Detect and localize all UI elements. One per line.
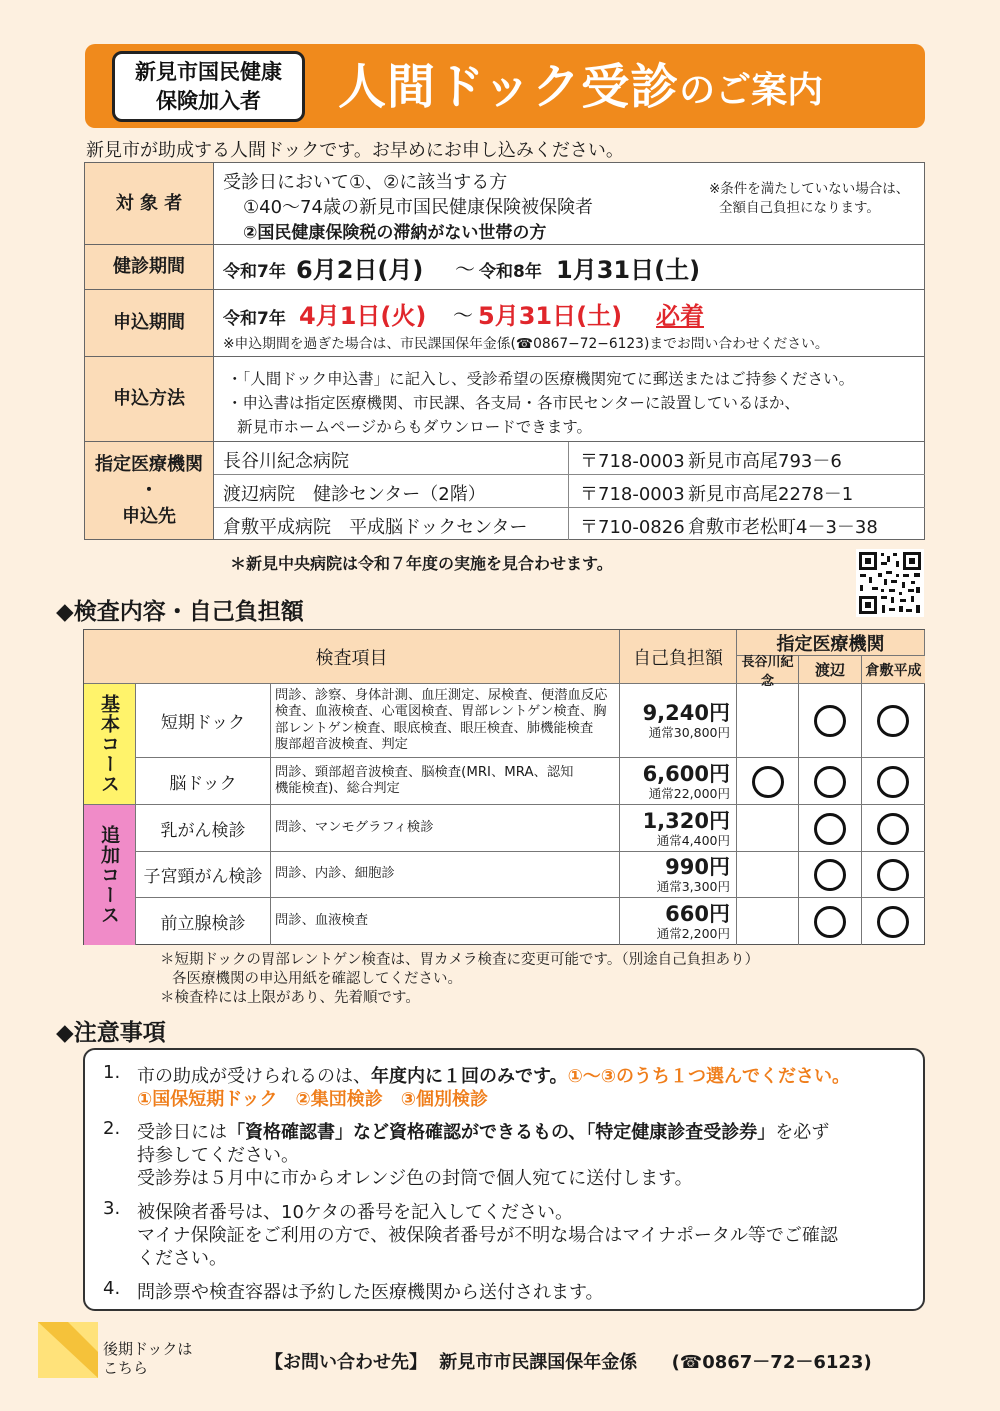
course-name: 子宮頸がん検診 bbox=[136, 852, 271, 898]
available-mark-icon bbox=[814, 766, 846, 798]
course-price: 9,240円 bbox=[642, 701, 730, 725]
course-cost bbox=[620, 758, 737, 805]
available-mark-icon bbox=[814, 859, 846, 891]
exam-note3: ＊検査枠には上限があり、先着順です。 bbox=[160, 990, 420, 1006]
note1-text-c: ①～③のうち１つ選んでください。 bbox=[567, 1066, 851, 1087]
available-mark-icon bbox=[814, 906, 846, 938]
institution-name: 渡辺病院 健診センター（2階） bbox=[223, 484, 486, 505]
course-detail bbox=[271, 684, 620, 758]
course-cost bbox=[620, 852, 737, 898]
course-detail-line: 問診、血液検査 bbox=[275, 913, 369, 929]
target-badge bbox=[112, 51, 305, 122]
application-era: 令和7年 bbox=[223, 309, 286, 329]
col-exam-item: 検査項目 bbox=[84, 630, 620, 684]
course-detail-line: 問診、内診、細胞診 bbox=[275, 866, 395, 882]
course-price: 6,600円 bbox=[642, 761, 730, 786]
target-line2: 保険加入者 bbox=[156, 88, 261, 113]
eligibility-row bbox=[84, 162, 925, 245]
eligibility-line2: ①40～74歳の新見市国民健康保険被保険者 bbox=[243, 197, 593, 218]
available-mark-icon bbox=[877, 859, 909, 891]
course-normal-price: 通常3,300円 bbox=[656, 879, 730, 894]
late-dock-link[interactable] bbox=[103, 1340, 192, 1378]
course-name: 短期ドック bbox=[136, 684, 271, 758]
course-detail bbox=[271, 898, 620, 945]
available-mark-icon bbox=[877, 906, 909, 938]
note4-number: 4. bbox=[103, 1278, 121, 1299]
period-era2: 令和8年 bbox=[479, 262, 542, 282]
contact-label: 【お問い合わせ先】 bbox=[265, 1352, 427, 1373]
course-cost bbox=[620, 805, 737, 852]
course-detail-line: 機能検査)、総合判定 bbox=[275, 781, 400, 796]
note2-text-e: 受診券は５月中に市からオレンジ色の封筒で個人宛てに送付します。 bbox=[137, 1168, 693, 1189]
note3-text-b: マイナ保険証をご利用の方で、被保険者番号が不明な場合はマイナポータル等でご確認 bbox=[137, 1225, 838, 1246]
late-dock-line2: こちら bbox=[103, 1359, 149, 1377]
note2-text-a: 受診日には「資格確認書」など資格確認ができるもの、「特定健康診査受診券」を必ず bbox=[137, 1122, 830, 1143]
available-mark-icon bbox=[877, 766, 909, 798]
institution-address: 新見市高尾2278－1 bbox=[688, 484, 854, 505]
period-date1: 6月2日(月) bbox=[296, 256, 424, 284]
course-detail bbox=[271, 758, 620, 805]
method-line2: ・申込書は指定医療機関、市民課、各支局・各市民センターに設置しているほか、 bbox=[227, 394, 800, 412]
contact-info bbox=[265, 1348, 872, 1374]
application-must-arrive: 必着 bbox=[656, 302, 704, 330]
application-date1: 4月1日(火) bbox=[299, 302, 427, 330]
course-detail bbox=[271, 852, 620, 898]
eligibility-note2: 全額自己負担になります。 bbox=[719, 200, 880, 216]
note2-text-b: 「資格確認書」など資格確認ができるもの、「特定健康診査受診券」 bbox=[227, 1122, 776, 1143]
institution-name: 倉敷平成病院 平成脳ドックセンター bbox=[223, 517, 528, 538]
institutions-footnote: ＊新見中央病院は令和７年度の実施を見合わせます。 bbox=[230, 554, 613, 573]
institutions-label-line1: 指定医療機関 bbox=[95, 453, 203, 475]
eligibility-line1: 受診日において①、②に該当する方 bbox=[223, 172, 508, 193]
application-period-row bbox=[84, 289, 925, 357]
course-normal-price: 通常30,800円 bbox=[648, 725, 730, 740]
note3-text-a: 被保険者番号は、10ケタの番号を記入してください。 bbox=[137, 1202, 574, 1223]
institutions-row bbox=[84, 441, 925, 540]
contact-tel: (☎0867－72－6123) bbox=[671, 1352, 872, 1373]
note1-text-a: 市の助成が受けられるのは、年度内に１回のみです。①～③のうち１つ選んでください。 bbox=[137, 1066, 851, 1087]
period-label: 健診期間 bbox=[85, 245, 214, 289]
title-suffix: のご案内 bbox=[679, 70, 824, 111]
course-price: 660円 bbox=[665, 902, 730, 926]
available-mark-icon bbox=[877, 705, 909, 737]
exam-table bbox=[83, 629, 925, 945]
application-note: ※申込期間を過ぎた場合は、市民課国保年金係(☎0867−72−6123)までお問い合わせください。 bbox=[223, 336, 829, 352]
course-name: 前立腺検診 bbox=[136, 898, 271, 945]
note1-number: 1. bbox=[103, 1062, 121, 1083]
course-detail-line: 検査、血液検査、心電図検査、胃部レントゲン検査、胸 bbox=[275, 704, 607, 719]
eligibility-note1: ※条件を満たしていない場合は、 bbox=[709, 181, 910, 197]
institution-postal: 〒718-0003 bbox=[580, 451, 685, 472]
available-mark-icon bbox=[752, 766, 784, 798]
group-add-label: 追加コース bbox=[98, 825, 120, 925]
col-institutions: 指定医療機関 bbox=[737, 630, 925, 656]
title-main: 人間ドック受診 bbox=[338, 59, 680, 115]
period-era1: 令和7年 bbox=[223, 262, 286, 282]
note2-number: 2. bbox=[103, 1118, 121, 1139]
application-method-row bbox=[84, 356, 925, 442]
available-mark-icon bbox=[814, 705, 846, 737]
late-dock-line1: 後期ドックは bbox=[103, 1340, 193, 1358]
group-basic-label: 基本コース bbox=[98, 694, 120, 794]
application-date2: 5月31日(土) bbox=[478, 302, 623, 330]
eligibility-label: 対 象 者 bbox=[85, 163, 214, 244]
course-detail-line: 部レントゲン検査、眼底検査、眼圧検査、肺機能検査 bbox=[275, 720, 594, 736]
note2-text-d: 持参してください。 bbox=[137, 1145, 299, 1166]
period-date2: 1月31日(土) bbox=[556, 256, 701, 284]
institution-postal: 〒710-0826 bbox=[580, 517, 685, 538]
institution-postal: 〒718-0003 bbox=[580, 484, 685, 505]
institution-address: 新見市高尾793－6 bbox=[688, 451, 842, 472]
course-detail-line: 腹部超音波検査、判定 bbox=[275, 737, 408, 752]
contact-org: 新見市市民課国保年金係 bbox=[439, 1352, 638, 1373]
note1-options: ①国保短期ドック ②集団検診 ③個別検診 bbox=[137, 1089, 488, 1110]
method-line1: ・「人間ドック申込書」に記入し、受診希望の医療機関宛てに郵送またはご持参ください。 bbox=[227, 370, 855, 388]
course-normal-price: 通常4,400円 bbox=[656, 832, 730, 848]
course-detail-line: 問診、頸部超音波検査、脳検査(MRI、MRA、認知 bbox=[275, 764, 574, 780]
course-cost bbox=[620, 684, 737, 758]
application-label: 申込期間 bbox=[85, 290, 214, 356]
exam-note2: 各医療機関の申込用紙を確認してください。 bbox=[172, 971, 462, 987]
col-kurashiki: 倉敷平成 bbox=[862, 656, 925, 684]
col-watanabe: 渡辺 bbox=[799, 656, 862, 684]
method-line3: 新見市ホームページからもダウンロードできます。 bbox=[237, 418, 592, 436]
available-mark-icon bbox=[814, 813, 846, 845]
available-mark-icon bbox=[877, 813, 909, 845]
exam-note1: ＊短期ドックの胃部レントゲン検査は、胃カメラ検査に変更可能です。（別途自己負担あり） bbox=[160, 952, 760, 968]
group-basic bbox=[84, 684, 136, 805]
period-wave: ～ bbox=[455, 257, 475, 281]
col-self-pay: 自己負担額 bbox=[620, 630, 737, 684]
exam-section-title: ◆検査内容・自己負担額 bbox=[56, 599, 304, 625]
eligibility-line3: ②国民健康保険税の滞納がない世帯の方 bbox=[243, 223, 547, 243]
course-detail-line: 問診、診察、身体計測、血圧測定、尿検査、便潜血反応 bbox=[275, 687, 608, 703]
method-label: 申込方法 bbox=[85, 357, 214, 441]
course-price: 1,320円 bbox=[642, 808, 730, 833]
application-wave: ～ bbox=[453, 303, 473, 327]
notes-box bbox=[83, 1048, 925, 1311]
note4-text: 問診票や検査容器は予約した医療機関から送付されます。 bbox=[137, 1282, 604, 1303]
institutions-label bbox=[85, 442, 214, 539]
course-name: 脳ドック bbox=[136, 758, 271, 805]
checkup-period-row bbox=[84, 244, 925, 290]
institution-mark-cell bbox=[737, 805, 799, 852]
notes-section-title: ◆注意事項 bbox=[56, 1020, 166, 1046]
institution-mark-cell bbox=[737, 852, 799, 898]
course-price: 990円 bbox=[665, 855, 730, 879]
col-hasegawa: 長谷川紀念 bbox=[737, 656, 799, 684]
note1-text-b: 年度内に１回のみです。 bbox=[371, 1066, 568, 1087]
qr-code-icon[interactable] bbox=[856, 549, 924, 617]
group-additional bbox=[84, 805, 136, 945]
intro-text: 新見市が助成する人間ドックです。お早めにお申し込みください。 bbox=[86, 140, 624, 161]
institution-name: 長谷川紀念病院 bbox=[223, 451, 349, 472]
course-detail bbox=[271, 805, 620, 852]
course-normal-price: 通常22,000円 bbox=[648, 785, 730, 801]
institutions-label-line3: 申込先 bbox=[122, 505, 176, 527]
institution-address: 倉敷市老松町4－3－38 bbox=[688, 517, 878, 538]
course-name: 乳がん検診 bbox=[136, 805, 271, 852]
course-cost bbox=[620, 898, 737, 945]
page-title bbox=[338, 57, 823, 117]
note3-text-c: ください。 bbox=[137, 1248, 227, 1269]
target-line1: 新見市国民健康 bbox=[135, 59, 282, 84]
course-detail-line: 問診、マンモグラフィ検診 bbox=[275, 819, 434, 835]
course-normal-price: 通常2,200円 bbox=[656, 926, 730, 941]
institution-mark-cell bbox=[737, 898, 799, 945]
note3-number: 3. bbox=[103, 1198, 121, 1219]
institution-mark-cell bbox=[737, 684, 799, 758]
institutions-label-line2: ・ bbox=[140, 479, 158, 501]
late-dock-arrow-icon[interactable] bbox=[38, 1322, 100, 1380]
